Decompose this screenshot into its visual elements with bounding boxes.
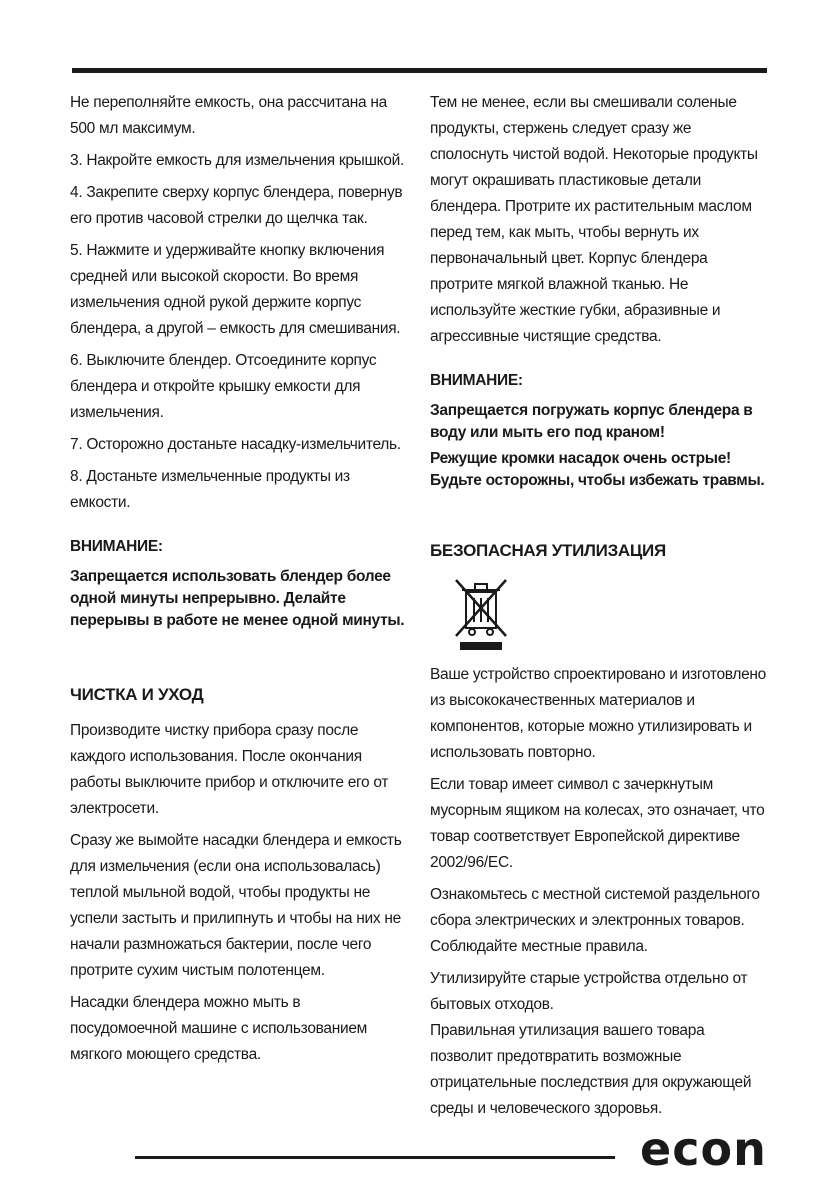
warning-title: ВНИМАНИЕ: — [70, 538, 163, 555]
step-7: 7. Осторожно достаньте насадку-измельчитель. — [70, 436, 401, 453]
brand-logo: econ — [640, 1122, 767, 1176]
cleaning-paragraph: Производите чистку прибора сразу после каждого использования. После окончания работы выключите прибор и отключите его от электросети. — [70, 722, 389, 817]
step-4: 4. Закрепите сверху корпус блендера, повернув его против часовой стрелки до щелчка так. — [70, 184, 403, 227]
warning-title: ВНИМАНИЕ: — [430, 372, 523, 389]
cleaning-paragraph: Насадки блендера можно мыть в посудомоечной машине с использованием мягкого моющего средства. — [70, 994, 368, 1063]
warning-text: Режущие кромки насадок очень острые! Будьте осторожны, чтобы избежать травмы. — [430, 450, 765, 489]
disposal-paragraph: Ваше устройство спроектировано и изготовлено из высококачественных материалов и компонентов, которые можно утилизировать и использовать повторно. — [430, 666, 766, 761]
disposal-paragraph: Утилизируйте старые устройства отдельно от бытовых отходов. — [430, 970, 748, 1013]
step-6: 6. Выключите блендер. Отсоедините корпус блендера и откройте крышку емкости для измельчения. — [70, 352, 377, 421]
warning-text: Запрещается использовать блендер более одной минуты непрерывно. Делайте перерывы в работе не менее одной минуты. — [70, 568, 405, 629]
bottom-divider — [135, 1156, 615, 1159]
disposal-paragraph: Если товар имеет символ с зачеркнутым мусорным ящиком на колесах, это означает, что товар соответствует Европейской директиве 2002/96/EC. — [430, 776, 765, 871]
cleaning-section-title: ЧИСТКА И УХОД — [70, 685, 204, 704]
disposal-section-title: БЕЗОПАСНАЯ УТИЛИЗАЦИЯ — [430, 541, 666, 560]
paragraph: Не переполняйте емкость, она рассчитана на 500 мл максимум. — [70, 94, 387, 137]
step-5: 5. Нажмите и удерживайте кнопку включения средней или высокой скорости. Во время измельчения одной рукой держите корпус блендера, а другой – емкость для смешивания. — [70, 242, 401, 337]
warning-text: Запрещается погружать корпус блендера в воду или мыть его под краном! — [430, 402, 753, 441]
step-3: 3. Накройте емкость для измельчения крышкой. — [70, 152, 404, 169]
top-divider — [72, 68, 767, 73]
crossed-bin-icon — [446, 574, 516, 654]
cleaning-paragraph: Сразу же вымойте насадки блендера и емкость для измельчения (если она использовалась) теплой мыльной водой, чтобы продукты не успели застыть и прилипнуть и чтобы на них не начали размножаться бактерии, после чего протрите сухим чистым полотенцем. — [70, 832, 402, 979]
step-8: 8. Достаньте измельченные продукты из емкости. — [70, 468, 350, 511]
left-column — [70, 90, 410, 1074]
disposal-paragraph: Ознакомьтесь с местной системой раздельного сбора электрических и электронных товаров. Соблюдайте местные правила. — [430, 886, 760, 955]
right-column — [430, 90, 770, 1128]
paragraph: Тем не менее, если вы смешивали соленые продукты, стержень следует сразу же сполоснуть чистой водой. Некоторые продукты могут окрашивать пластиковые детали блендера. Протрите их растительным маслом перед тем, как мыть, чтобы вернуть их первоначальный цвет. Корпус блендера протрите мягкой влажной тканью. Не используйте жесткие губки, абразивные и агрессивные чистящие средства. — [430, 94, 758, 345]
disposal-paragraph: Правильная утилизация вашего товара позволит предотвратить возможные отрицательные последствия для окружающей среды и человеческого здоровья. — [430, 1022, 752, 1117]
